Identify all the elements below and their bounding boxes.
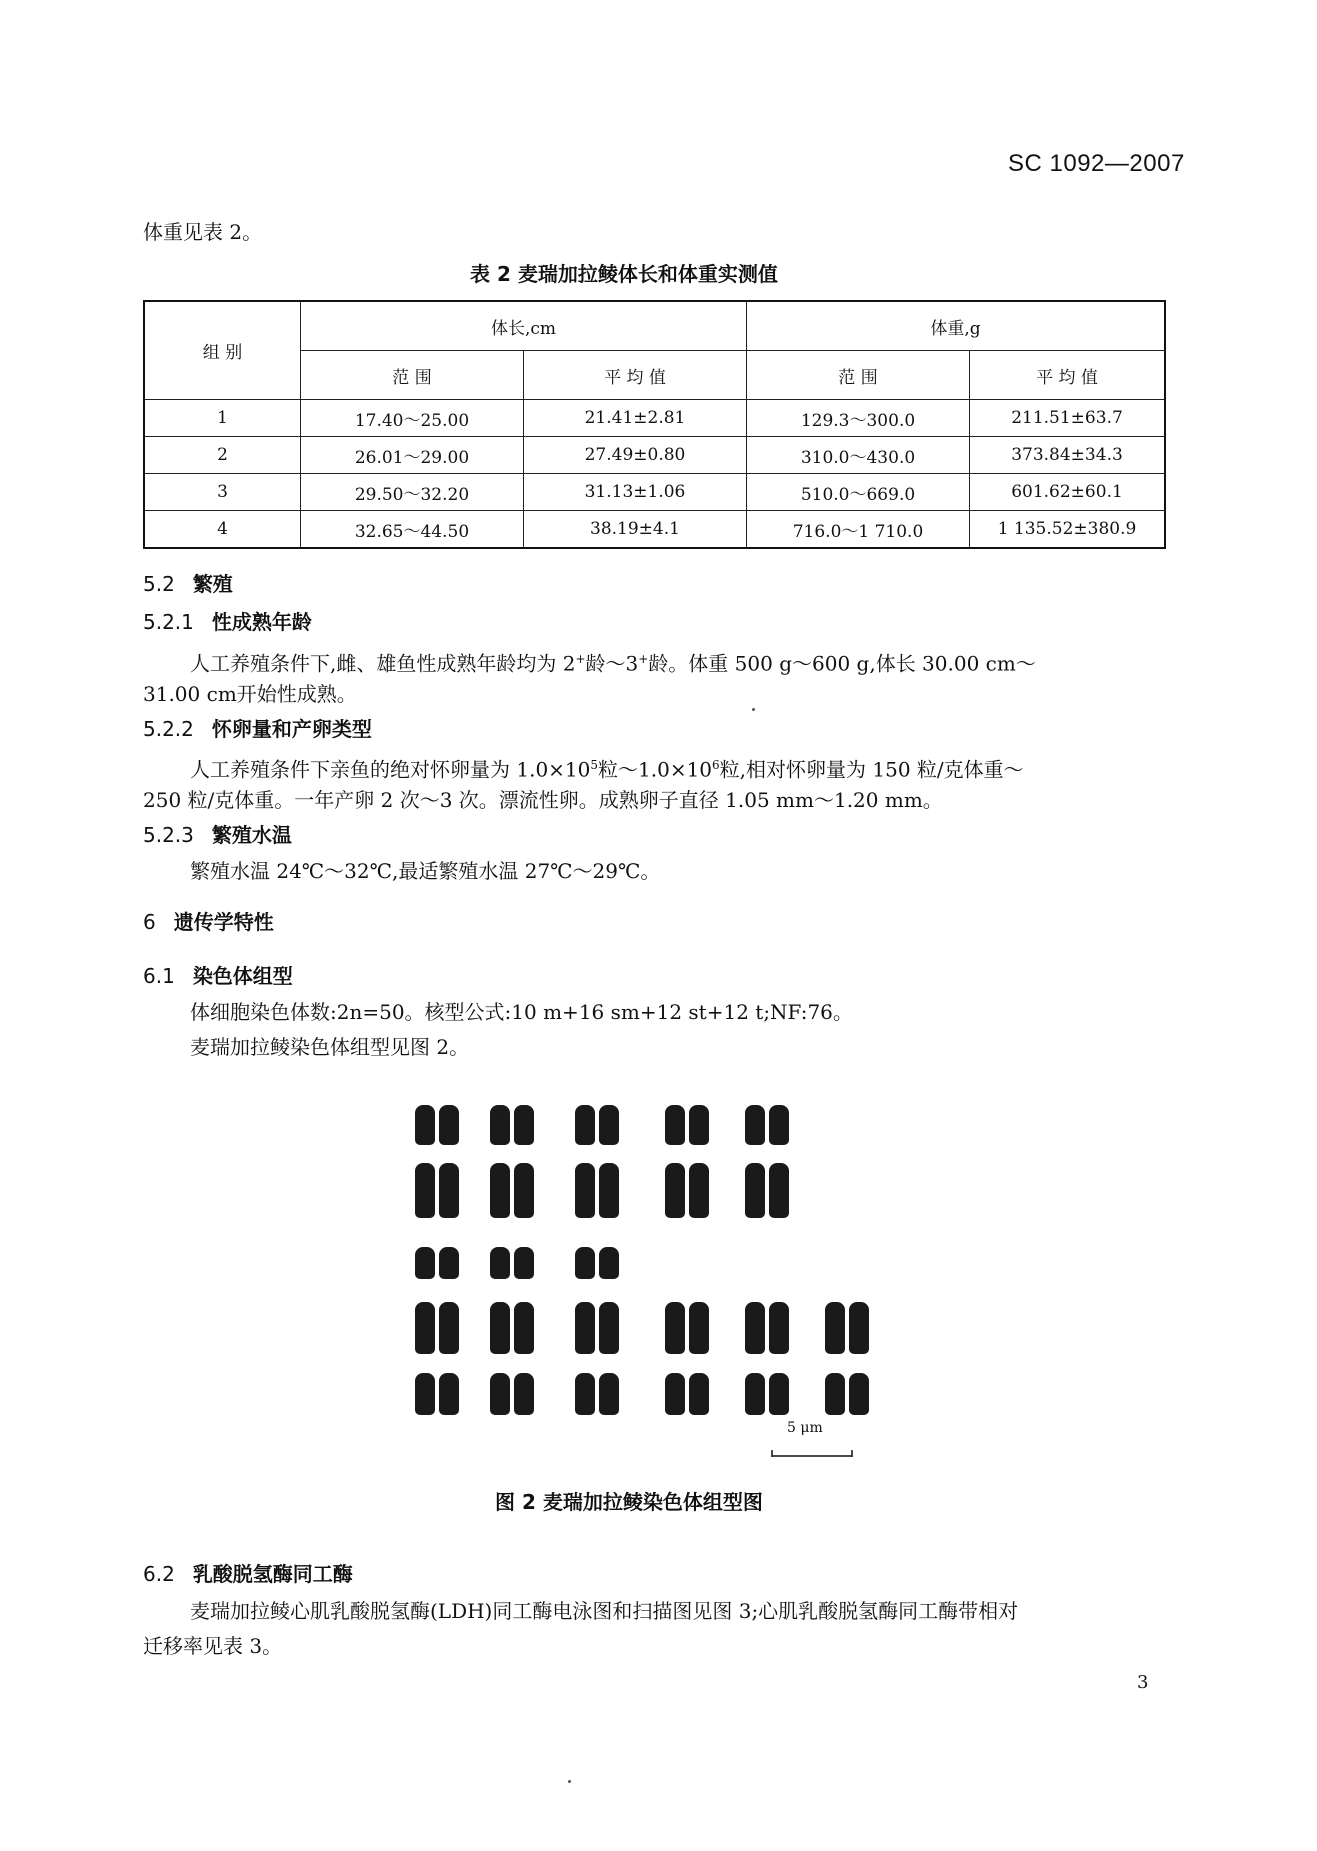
chromosome xyxy=(689,1105,709,1145)
chromosome xyxy=(575,1163,595,1218)
text-run: 人工养殖条件下亲鱼的绝对怀卵量为 1.0×10 xyxy=(190,757,591,782)
paragraph-line: 繁殖水温 24℃～32℃,最适繁殖水温 27℃～29℃。 xyxy=(190,859,661,883)
chromosome xyxy=(415,1373,435,1415)
col-header-range: 范 围 xyxy=(747,351,970,400)
karyotype-figure xyxy=(405,1095,905,1425)
table-row xyxy=(144,511,1165,549)
chromosome xyxy=(575,1105,595,1145)
chromosome xyxy=(745,1163,765,1218)
table-cell: 2 xyxy=(144,437,301,474)
chromosome xyxy=(415,1105,435,1145)
section-title: 性成熟年龄 xyxy=(211,610,312,634)
table-cell: 373.84±34.3 xyxy=(970,437,1166,474)
scale-label: 5 μm xyxy=(787,1420,823,1436)
table-cell: 129.3～300.0 xyxy=(747,400,970,437)
table-cell: 716.0～1 710.0 xyxy=(747,511,970,549)
page-number: 3 xyxy=(1137,1672,1149,1693)
chromosome xyxy=(514,1373,534,1415)
paragraph-line: 体细胞染色体数:2n=50。核型公式:10 m+16 sm+12 st+12 t;NF:76。 xyxy=(190,1000,853,1024)
table-cell: 310.0～430.0 xyxy=(747,437,970,474)
chromosome xyxy=(490,1163,510,1218)
table-cell: 32.65～44.50 xyxy=(301,511,524,549)
chromosome xyxy=(575,1302,595,1354)
col-header-mean: 平 均 值 xyxy=(970,351,1166,400)
text-run: 龄～3 xyxy=(585,651,639,676)
table-cell: 1 xyxy=(144,400,301,437)
body-length-header: 体长,cm xyxy=(301,301,747,351)
section-title: 染色体组型 xyxy=(192,964,293,988)
col-header-mean: 平 均 值 xyxy=(524,351,747,400)
chromosome xyxy=(745,1302,765,1354)
chromosome xyxy=(665,1302,685,1354)
section-title: 繁殖水温 xyxy=(211,823,292,847)
text-run: 人工养殖条件下,雌、雄鱼性成熟年龄均为 2 xyxy=(190,651,576,676)
chromosome xyxy=(415,1163,435,1218)
chromosome xyxy=(745,1373,765,1415)
scale-bar xyxy=(771,1440,853,1458)
section-heading xyxy=(143,570,233,598)
paragraph-line: 31.00 cm开始性成熟。 xyxy=(143,682,357,706)
paragraph-line: 麦瑞加拉鲮染色体组型见图 2。 xyxy=(190,1035,470,1059)
section-heading xyxy=(143,1560,353,1588)
chromosome xyxy=(439,1105,459,1145)
paragraph-line xyxy=(190,645,1036,678)
text-run: 粒,相对怀卵量为 150 粒/克体重～ xyxy=(719,757,1024,782)
table-cell: 21.41±2.81 xyxy=(524,400,747,437)
chromosome xyxy=(490,1302,510,1354)
chromosome xyxy=(490,1105,510,1145)
paragraph-line: 麦瑞加拉鲮心肌乳酸脱氢酶(LDH)同工酶电泳图和扫描图见图 3;心肌乳酸脱氢酶同工酶带相对 xyxy=(190,1599,1019,1623)
chromosome xyxy=(599,1105,619,1145)
text-run: 粒～1.0×10 xyxy=(598,757,713,782)
chromosome xyxy=(599,1247,619,1279)
chromosome xyxy=(665,1163,685,1218)
section-title: 怀卵量和产卵类型 xyxy=(211,717,372,741)
figure2-caption: 图 2 麦瑞加拉鲮染色体组型图 xyxy=(495,1490,763,1514)
chromosome xyxy=(769,1302,789,1354)
table-row xyxy=(144,474,1165,511)
intro-text: 体重见表 2。 xyxy=(143,220,263,244)
section-heading xyxy=(143,821,292,849)
table-cell: 1 135.52±380.9 xyxy=(970,511,1166,549)
superscript: 6 xyxy=(712,758,720,772)
chromosome xyxy=(514,1163,534,1218)
section-heading xyxy=(143,908,274,936)
chromosome xyxy=(689,1163,709,1218)
chromosome xyxy=(769,1373,789,1415)
section-title: 乳酸脱氢酶同工酶 xyxy=(192,1562,353,1586)
chromosome xyxy=(439,1302,459,1354)
section-number: 5.2 xyxy=(143,572,175,596)
table-cell: 27.49±0.80 xyxy=(524,437,747,474)
chromosome xyxy=(849,1302,869,1354)
chromosome xyxy=(599,1302,619,1354)
chromosome xyxy=(415,1247,435,1279)
table-cell: 26.01～29.00 xyxy=(301,437,524,474)
chromosome xyxy=(415,1302,435,1354)
section-number: 6 xyxy=(143,910,156,934)
chromosome xyxy=(599,1163,619,1218)
standard-code: SC 1092—2007 xyxy=(1008,150,1185,177)
section-heading xyxy=(143,715,372,743)
chromosome xyxy=(689,1302,709,1354)
section-heading xyxy=(143,608,312,636)
section-heading xyxy=(143,962,293,990)
chromosome xyxy=(769,1163,789,1218)
chromosome xyxy=(575,1373,595,1415)
chromosome xyxy=(575,1247,595,1279)
scan-speck xyxy=(568,1780,571,1783)
col-header-range: 范 围 xyxy=(301,351,524,400)
superscript: + xyxy=(638,652,649,666)
chromosome xyxy=(849,1373,869,1415)
table-cell: 29.50～32.20 xyxy=(301,474,524,511)
text-run: 龄。体重 500 g～600 g,体长 30.00 cm～ xyxy=(648,651,1036,676)
table-cell: 510.0～669.0 xyxy=(747,474,970,511)
chromosome xyxy=(665,1105,685,1145)
chromosome xyxy=(825,1373,845,1415)
table-cell: 211.51±63.7 xyxy=(970,400,1166,437)
chromosome xyxy=(665,1373,685,1415)
section-number: 5.2.2 xyxy=(143,717,194,741)
chromosome xyxy=(490,1247,510,1279)
chromosome xyxy=(490,1373,510,1415)
paragraph-line xyxy=(190,751,1024,784)
section-number: 6.1 xyxy=(143,964,175,988)
chromosome xyxy=(599,1373,619,1415)
paragraph-line: 迁移率见表 3。 xyxy=(143,1634,283,1658)
group-header: 组 别 xyxy=(144,301,301,400)
table-cell: 601.62±60.1 xyxy=(970,474,1166,511)
chromosome xyxy=(514,1105,534,1145)
chromosome xyxy=(514,1302,534,1354)
superscript: 5 xyxy=(590,758,599,772)
superscript: + xyxy=(575,652,586,666)
table-cell: 3 xyxy=(144,474,301,511)
paragraph-line: 250 粒/克体重。一年产卵 2 次～3 次。漂流性卵。成熟卵子直径 1.05 mm～1.20 mm。 xyxy=(143,788,943,812)
chromosome xyxy=(439,1163,459,1218)
chromosome xyxy=(745,1105,765,1145)
table-row xyxy=(144,400,1165,437)
chromosome xyxy=(439,1247,459,1279)
table2-caption: 表 2 麦瑞加拉鲮体长和体重实测值 xyxy=(470,262,778,286)
table-cell: 4 xyxy=(144,511,301,549)
chromosome xyxy=(439,1373,459,1415)
table-cell: 17.40～25.00 xyxy=(301,400,524,437)
chromosome xyxy=(769,1105,789,1145)
table2 xyxy=(143,300,1166,549)
chromosome xyxy=(514,1247,534,1279)
body-weight-header: 体重,g xyxy=(747,301,1166,351)
section-title: 繁殖 xyxy=(192,572,233,596)
table-cell: 31.13±1.06 xyxy=(524,474,747,511)
section-number: 6.2 xyxy=(143,1562,175,1586)
section-number: 5.2.1 xyxy=(143,610,194,634)
section-title: 遗传学特性 xyxy=(173,910,274,934)
chromosome xyxy=(825,1302,845,1354)
chromosome xyxy=(689,1373,709,1415)
scan-speck xyxy=(752,708,755,711)
section-number: 5.2.3 xyxy=(143,823,194,847)
table-row xyxy=(144,437,1165,474)
table-cell: 38.19±4.1 xyxy=(524,511,747,549)
